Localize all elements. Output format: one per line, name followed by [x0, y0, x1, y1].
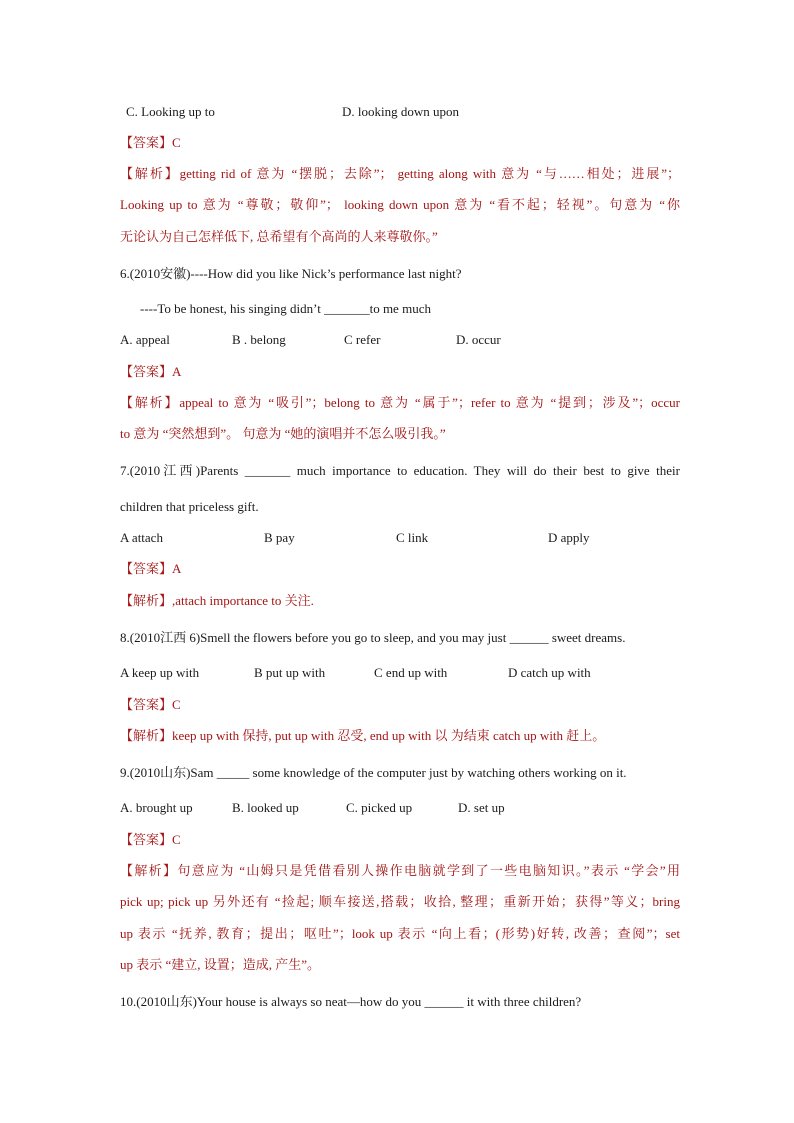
q9-analysis-line-2: pick up; pick up 另外还有 “捡起; 顺车接送,搭载；收拾, 整理；重新开始；获得”等义；bring [120, 894, 680, 909]
q7-option-b: B pay [264, 530, 295, 545]
q5-analysis-line-1: 【解析】getting rid of 意为 “摆脱；去除”； getting along with 意为 “与……相处；进展”； [120, 166, 680, 181]
q5-answer: 【答案】C [120, 135, 181, 150]
q8-option-d: D catch up with [508, 665, 591, 680]
q6-option-c: C refer [344, 332, 381, 347]
q6-option-d: D. occur [456, 332, 501, 347]
q9-option-c: C. picked up [346, 800, 413, 815]
q5-analysis-line-2: Looking up to 意为 “尊敬；敬仰”； looking down upon 意为 “看不起；轻视”。句意为 “你 [120, 197, 680, 212]
q9-option-a: A. brought up [120, 800, 193, 815]
q6-analysis-line-1: 【解析】appeal to 意为 “吸引”；belong to 意为 “属于”；refer to 意为 “提到；涉及”；occur [120, 395, 680, 410]
q6-stem: 6.(2010安徽)----How did you like Nick’s performance last night? [120, 266, 462, 281]
q9-answer: 【答案】C [120, 832, 181, 847]
q6-answer: 【答案】A [120, 364, 182, 379]
q8-option-a: A keep up with [120, 665, 200, 680]
q8-option-b: B put up with [254, 665, 326, 680]
q8-option-c: C end up with [374, 665, 448, 680]
q9-stem: 9.(2010山东)Sam _____ some knowledge of the computer just by watching others working on it. [120, 765, 627, 780]
q9-analysis-line-1: 【解析】句意应为 “山姆只是凭借看别人操作电脑就学到了一些电脑知识。”表示 “学会”用 [120, 863, 680, 878]
q9-analysis-line-3: up 表示 “抚养, 教育；提出；呕吐”；look up 表示 “向上看；(形势)好转, 改善；查阅”；set [120, 926, 680, 941]
q5-option-c: C. Looking up to [126, 104, 215, 119]
q7-option-a: A attach [120, 530, 163, 545]
q5-analysis-line-3: 无论认为自己怎样低下, 总希望有个高尚的人来尊敬你。” [120, 229, 438, 244]
q7-option-c: C link [396, 530, 429, 545]
q9-option-d: D. set up [458, 800, 505, 815]
q7-answer: 【答案】A [120, 561, 182, 576]
q7-analysis: 【解析】,attach importance to 关注. [120, 593, 314, 608]
q7-option-d: D apply [548, 530, 590, 545]
q6-option-b: B . belong [232, 332, 286, 347]
q6-analysis-line-2: to 意为 “突然想到”。 句意为 “她的演唱并不怎么吸引我。” [120, 426, 446, 441]
q9-option-b: B. looked up [232, 800, 299, 815]
q6-option-a: A. appeal [120, 332, 170, 347]
q5-option-d: D. looking down upon [342, 104, 459, 119]
q8-analysis: 【解析】keep up with 保持, put up with 忍受, end up with 以 为结束 catch up with 赶上。 [120, 728, 606, 743]
q7-stem: 7.(2010江西)Parents _______ much importance to education. They will do their best to give their [120, 463, 680, 478]
q10-stem: 10.(2010山东)Your house is always so neat—how do you ______ it with three children? [120, 994, 582, 1009]
q8-answer: 【答案】C [120, 697, 181, 712]
q7-stem-line-2: children that priceless gift. [120, 499, 259, 514]
q8-stem: 8.(2010江西 6)Smell the flowers before you go to sleep, and you may just ______ sweet dreams. [120, 630, 626, 645]
q6-stem-reply: ----To be honest, his singing didn’t _______to me much [140, 301, 431, 316]
q9-analysis-line-4: up 表示 “建立, 设置；造成, 产生”。 [120, 957, 321, 972]
